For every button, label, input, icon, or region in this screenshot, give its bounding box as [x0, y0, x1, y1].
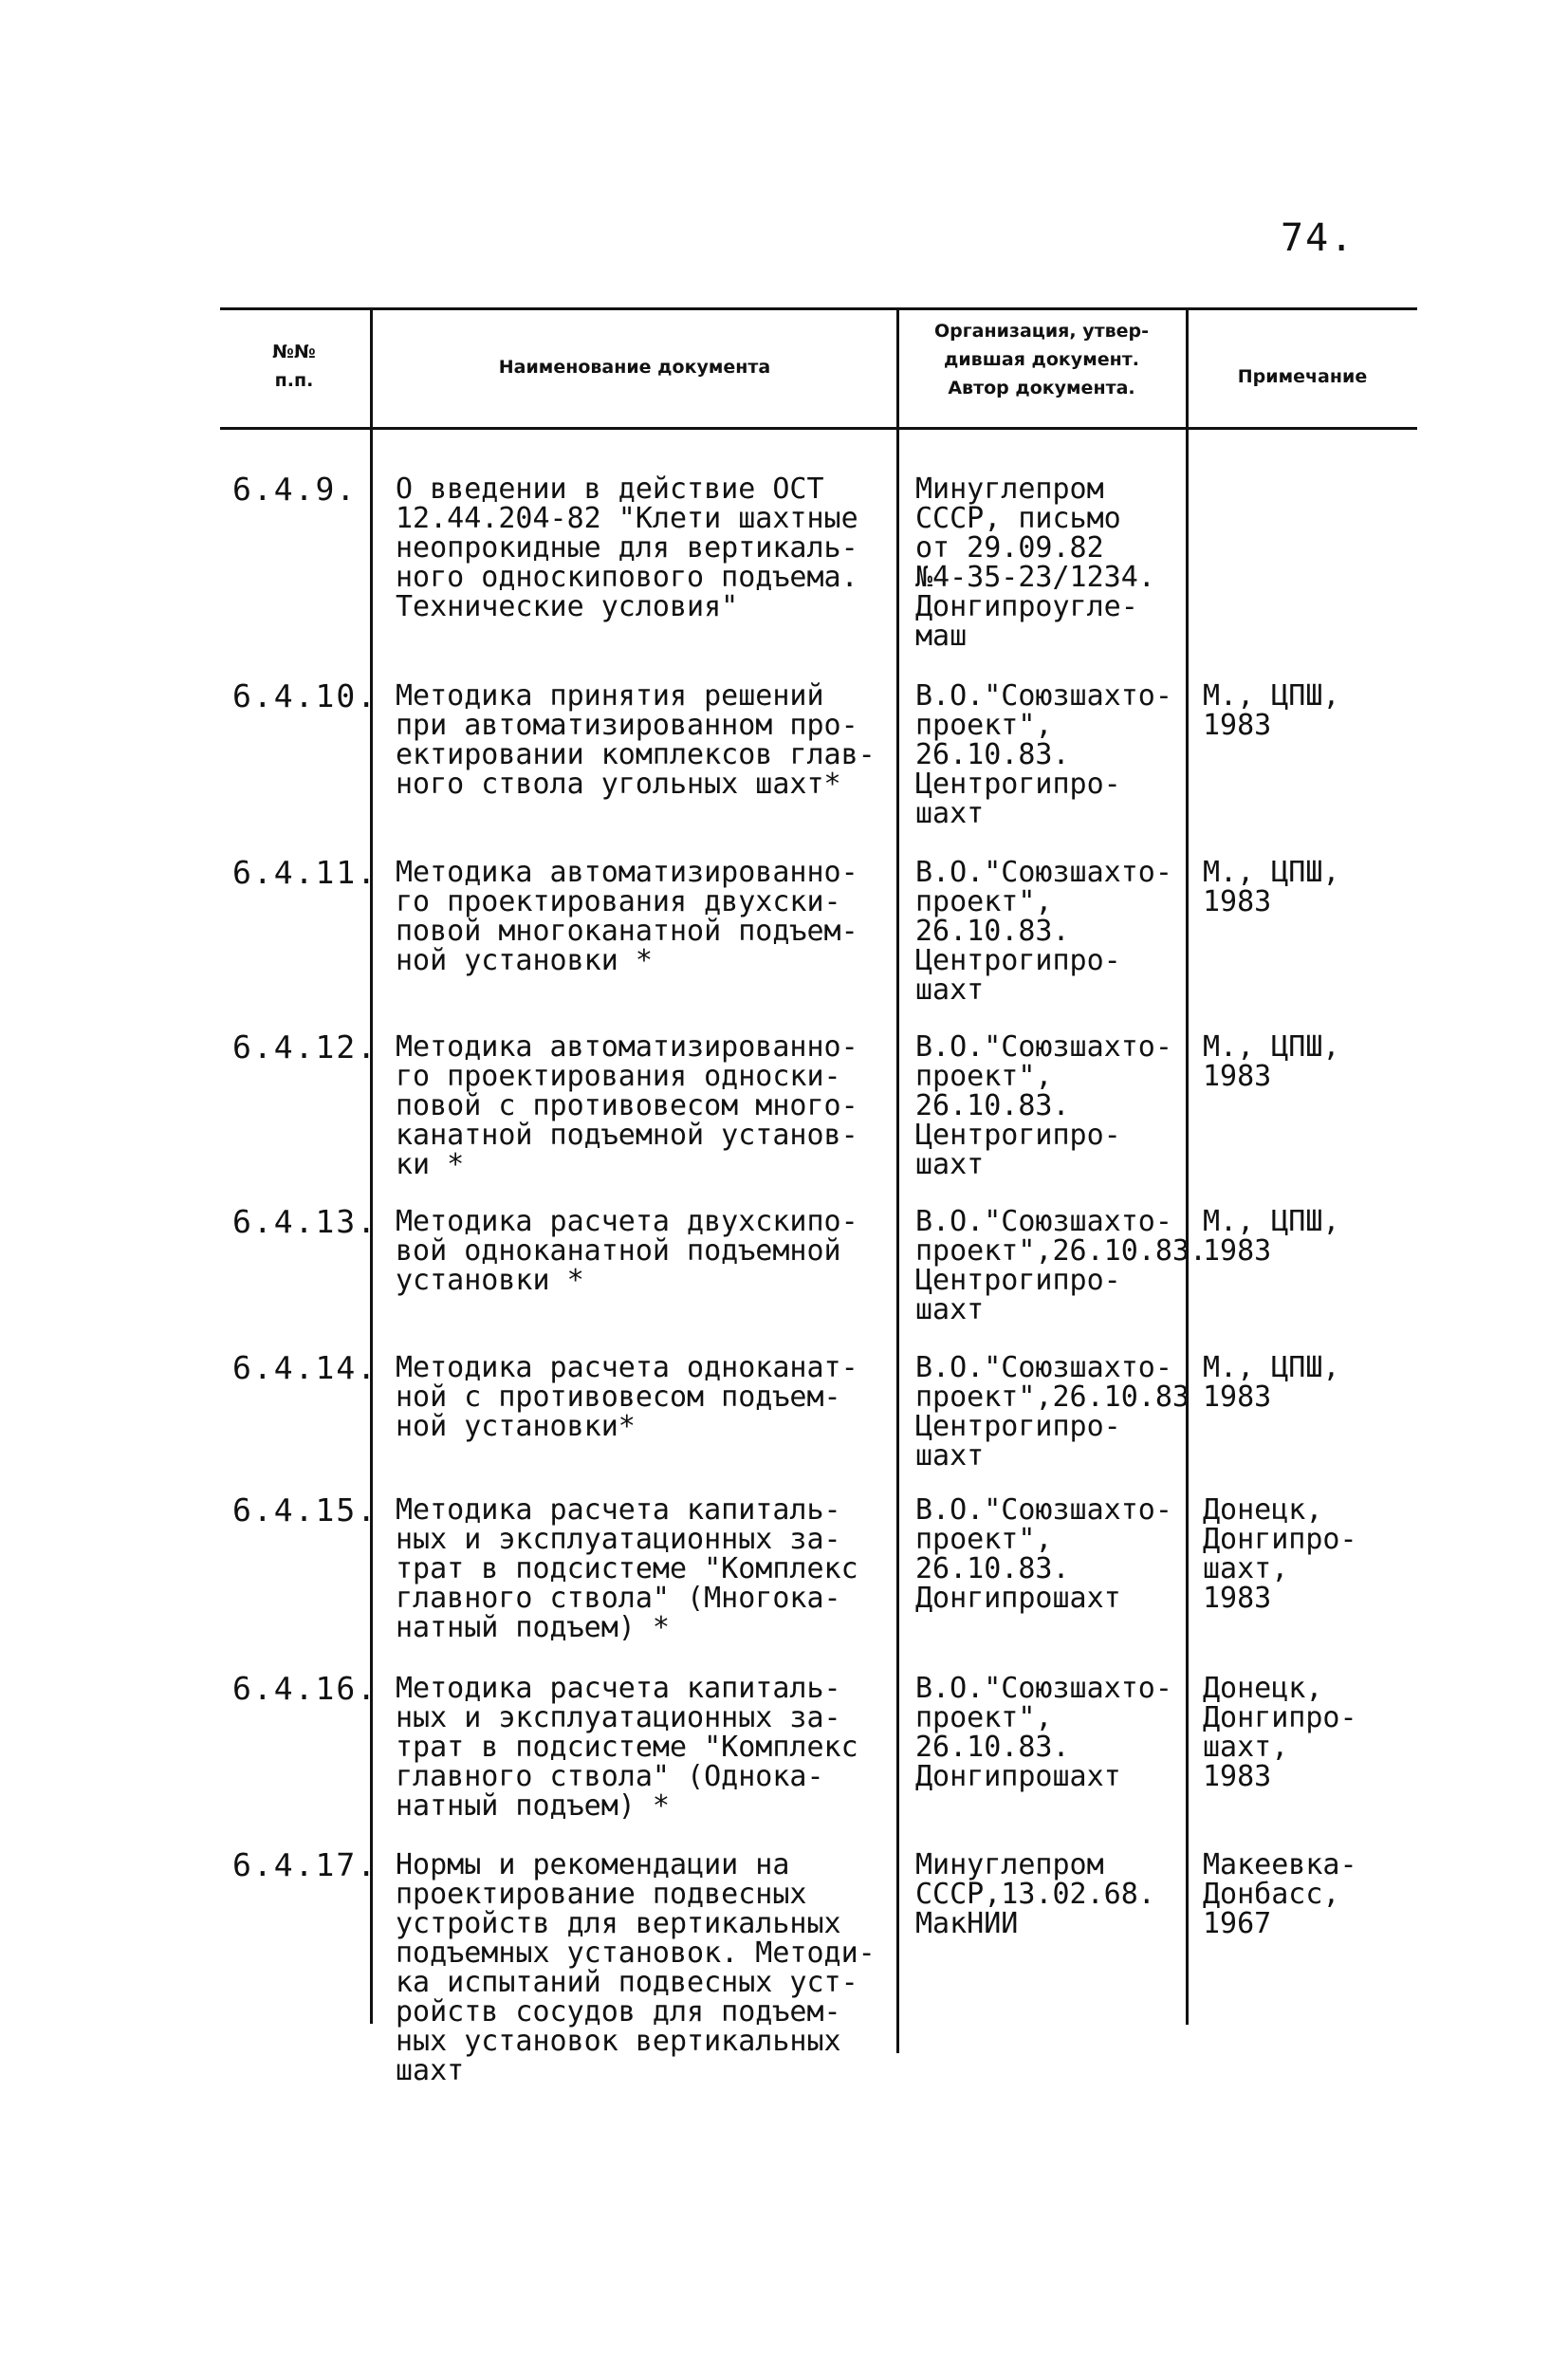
row-document-name: О введении в действие ОСТ 12.44.204-82 "Клети шахтные неопрокидные для вертикаль- ного односкипового подъема. Технические условия" — [396, 472, 858, 623]
header-number: №№ п.п. — [272, 342, 316, 391]
row-organization: В.О."Союзшахто- проект",26.10.83 Центрогипро- шахт — [915, 1351, 1190, 1473]
row-note: Донецк, Донгипро- шахт, 1983 — [1203, 1672, 1357, 1793]
row-number: 6.4.12. — [232, 1028, 378, 1065]
row-number: 6.4.15. — [232, 1491, 378, 1529]
header-organization: Организация, утвер- дившая документ. Автор документа. — [933, 321, 1150, 398]
row-note: М., ЦПШ, 1983 — [1203, 1351, 1340, 1414]
row-number: 6.4.11. — [232, 854, 378, 891]
row-number: 6.4.9. — [232, 471, 358, 508]
table-top-rule — [220, 307, 1417, 310]
page-number: 74. — [1281, 216, 1356, 260]
row-number: 6.4.16. — [232, 1670, 378, 1707]
row-organization: В.О."Союзшахто- проект", 26.10.83. Донгипрошахт — [915, 1672, 1172, 1793]
header-note: Примечание — [1237, 366, 1368, 387]
row-number: 6.4.17. — [232, 1846, 378, 1883]
row-organization: В.О."Союзшахто- проект",26.10.83. Центрогипро- шахт — [915, 1205, 1208, 1326]
row-document-name: Методика расчета капиталь- ных и эксплуатационных за- трат в подсистеме "Комплекс главного ствола" (Многока- натный подъем) * — [396, 1493, 858, 1644]
row-note: Донецк, Донгипро- шахт, 1983 — [1203, 1493, 1357, 1615]
row-document-name: Нормы и рекомендации на проектирование подвесных устройств для вертикальных подъемных установок. Методи- ка испытаний подвесных уст- ройств сосудов для подъем- ных установок вертикальных шахт — [396, 1848, 876, 2087]
row-note: М., ЦПШ, 1983 — [1203, 679, 1340, 742]
row-organization: В.О."Союзшахто- проект", 26.10.83. Центрогипро- шахт — [915, 679, 1172, 830]
column-divider-1 — [370, 307, 373, 427]
header-bottom-rule — [220, 427, 1417, 430]
row-document-name: Методика автоматизированно- го проектирования односки- повой с противовесом много- канатной подъемной установ- ки * — [396, 1030, 858, 1181]
row-number: 6.4.14. — [232, 1349, 378, 1386]
row-document-name: Методика расчета двухскипо- вой одноканатной подъемной установки * — [396, 1205, 858, 1297]
column-divider-2 — [896, 307, 899, 2053]
row-number: 6.4.13. — [232, 1203, 378, 1240]
row-document-name: Методика автоматизированно- го проектирования двухски- повой многоканатной подъем- ной установки * — [396, 856, 858, 977]
row-document-name: Методика расчета капиталь- ных и эксплуатационных за- трат в подсистеме "Комплекс главного ствола" (Однока- натный подъем) * — [396, 1672, 858, 1823]
row-note: Макеевка- Донбасс, 1967 — [1203, 1848, 1357, 1940]
row-organization: В.О."Союзшахто- проект", 26.10.83. Центрогипро- шахт — [915, 856, 1172, 1007]
row-organization: В.О."Союзшахто- проект", 26.10.83. Центрогипро- шахт — [915, 1030, 1172, 1181]
row-note: М., ЦПШ, 1983 — [1203, 1205, 1340, 1268]
row-note: М., ЦПШ, 1983 — [1203, 856, 1340, 918]
row-organization: В.О."Союзшахто- проект", 26.10.83. Донгипрошахт — [915, 1493, 1172, 1615]
row-note: М., ЦПШ, 1983 — [1203, 1030, 1340, 1093]
row-organization: Минуглепром СССР, письмо от 29.09.82 №4-35-23/1234. Донгипроугле- маш — [915, 472, 1155, 653]
row-document-name: Методика принятия решений при автоматизированном про- ектировании комплексов глав- ного ствола угольных шахт* — [396, 679, 876, 801]
row-document-name: Методика расчета одноканат- ной с противовесом подъем- ной установки* — [396, 1351, 858, 1443]
row-number: 6.4.10. — [232, 677, 378, 714]
header-name: Наименование документа — [498, 357, 771, 378]
row-organization: Минуглепром СССР,13.02.68. МакНИИ — [915, 1848, 1155, 1940]
